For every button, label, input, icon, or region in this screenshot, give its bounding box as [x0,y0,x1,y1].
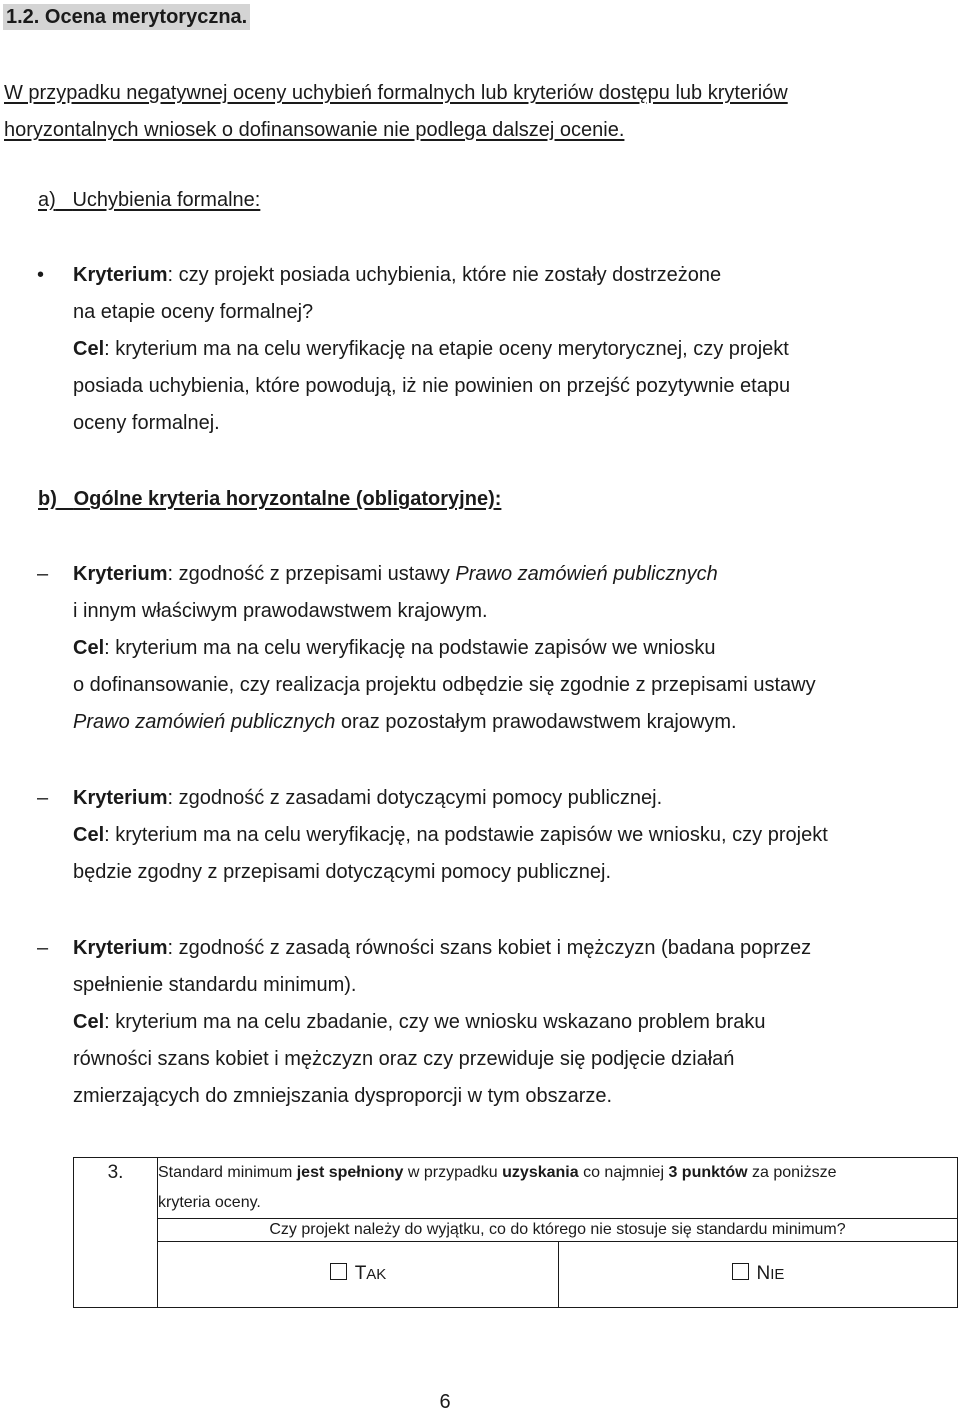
cel-label: Cel [73,338,105,360]
table-row [74,1242,958,1308]
cel-line: zmierzających do zmniejszania dysproporcji w tym obszarze. [73,1085,613,1107]
criterion-line: Kryterium: zgodność z zasadą równości szans kobiet i mężczyzn (badana poprzez [73,937,812,959]
intro-line-1: W przypadku negatywnej oceny uchybień formalnych lub kryteriów dostępu lub kryteriów [4,82,788,104]
cel-label: Cel [73,824,105,846]
page-number: 6 [439,1391,451,1413]
cel-line: będzie zgodny z przepisami dotyczącymi pomocy publicznej. [73,861,612,883]
cel-line: Cel: kryterium ma na celu weryfikację na etapie oceny merytorycznej, czy projekt [73,338,789,360]
table-row [74,1158,958,1219]
cel-line: Cel: kryterium ma na celu weryfikację na podstawie zapisów we wniosku [73,637,716,659]
exception-question: Czy projekt należy do wyjątku, co do którego nie stosuje się standardu minimum? [158,1219,958,1242]
cel-line: Cel: kryterium ma na celu zbadanie, czy we wniosku wskazano problem braku [73,1011,766,1033]
answer-no[interactable]: NIE [559,1242,958,1308]
section-a-marker: a) [38,189,56,211]
criterion-line: na etapie oceny formalnej? [73,301,314,323]
cel-line: równości szans kobiet i mężczyzn oraz czy przewiduje się podjęcie działań [73,1048,735,1070]
cel-line: o dofinansowanie, czy realizacja projektu odbędzie się zgodnie z przepisami ustawy [73,674,816,696]
section-b-title [38,485,501,513]
kryterium-label: Kryterium [73,937,168,959]
criterion-line: Kryterium: zgodność z przepisami ustawy Prawo zamówień publicznych [73,563,718,585]
bullet-icon: • [37,264,45,286]
section-b-item-1 [73,556,889,741]
criterion-line: spełnienie standardu minimum). [73,974,357,996]
intro-paragraph [4,75,890,149]
table-row [74,1219,958,1242]
dash-icon: – [37,787,49,809]
criterion-line: Kryterium: zgodność z zasadami dotyczącymi pomocy publicznej. [73,787,663,809]
section-heading: 1.2. Ocena merytoryczna. [3,4,250,30]
criterion-line: i innym właściwym prawodawstwem krajowym. [73,600,488,622]
section-b-item-3 [73,930,889,1115]
kryterium-label: Kryterium [73,563,168,585]
cel-line: Cel: kryterium ma na celu weryfikację, na podstawie zapisów we wniosku, czy projekt [73,824,828,846]
checkbox-icon[interactable] [732,1263,749,1280]
criterion-line: Kryterium: czy projekt posiada uchybienia, które nie zostały dostrzeżone [73,264,722,286]
kryterium-label: Kryterium [73,264,168,286]
section-b-title-text: Ogólne kryteria horyzontalne (obligatoryjne): [73,488,502,510]
dash-icon: – [37,937,49,959]
section-b-marker: b) [38,488,57,510]
kryterium-label: Kryterium [73,787,168,809]
section-a-title [38,186,260,214]
cel-label: Cel [73,1011,105,1033]
checkbox-icon[interactable] [330,1263,347,1280]
row-number: 3. [74,1158,158,1308]
cel-line: posiada uchybienia, które powodują, iż nie powinien on przejść pozytywnie etapu [73,375,791,397]
cel-label: Cel [73,637,105,659]
dash-icon: – [37,563,49,585]
cel-line: Prawo zamówień publicznych oraz pozostałym prawodawstwem krajowym. [73,711,737,733]
cel-line: oceny formalnej. [73,412,220,434]
section-a-criterion [73,257,889,442]
intro-line-2: horyzontalnych wniosek o dofinansowanie nie podlega dalszej ocenie. [4,119,625,141]
section-b-item-2 [73,780,889,891]
section-a-title-text: Uchybienia formalne: [72,189,261,211]
criteria-table [73,1157,958,1308]
answer-yes[interactable]: TAK [158,1242,559,1308]
standard-description: Standard minimum jest spełniony w przypadku uzyskania co najmniej 3 punktów za poniższe kryteria oceny. [158,1158,958,1219]
